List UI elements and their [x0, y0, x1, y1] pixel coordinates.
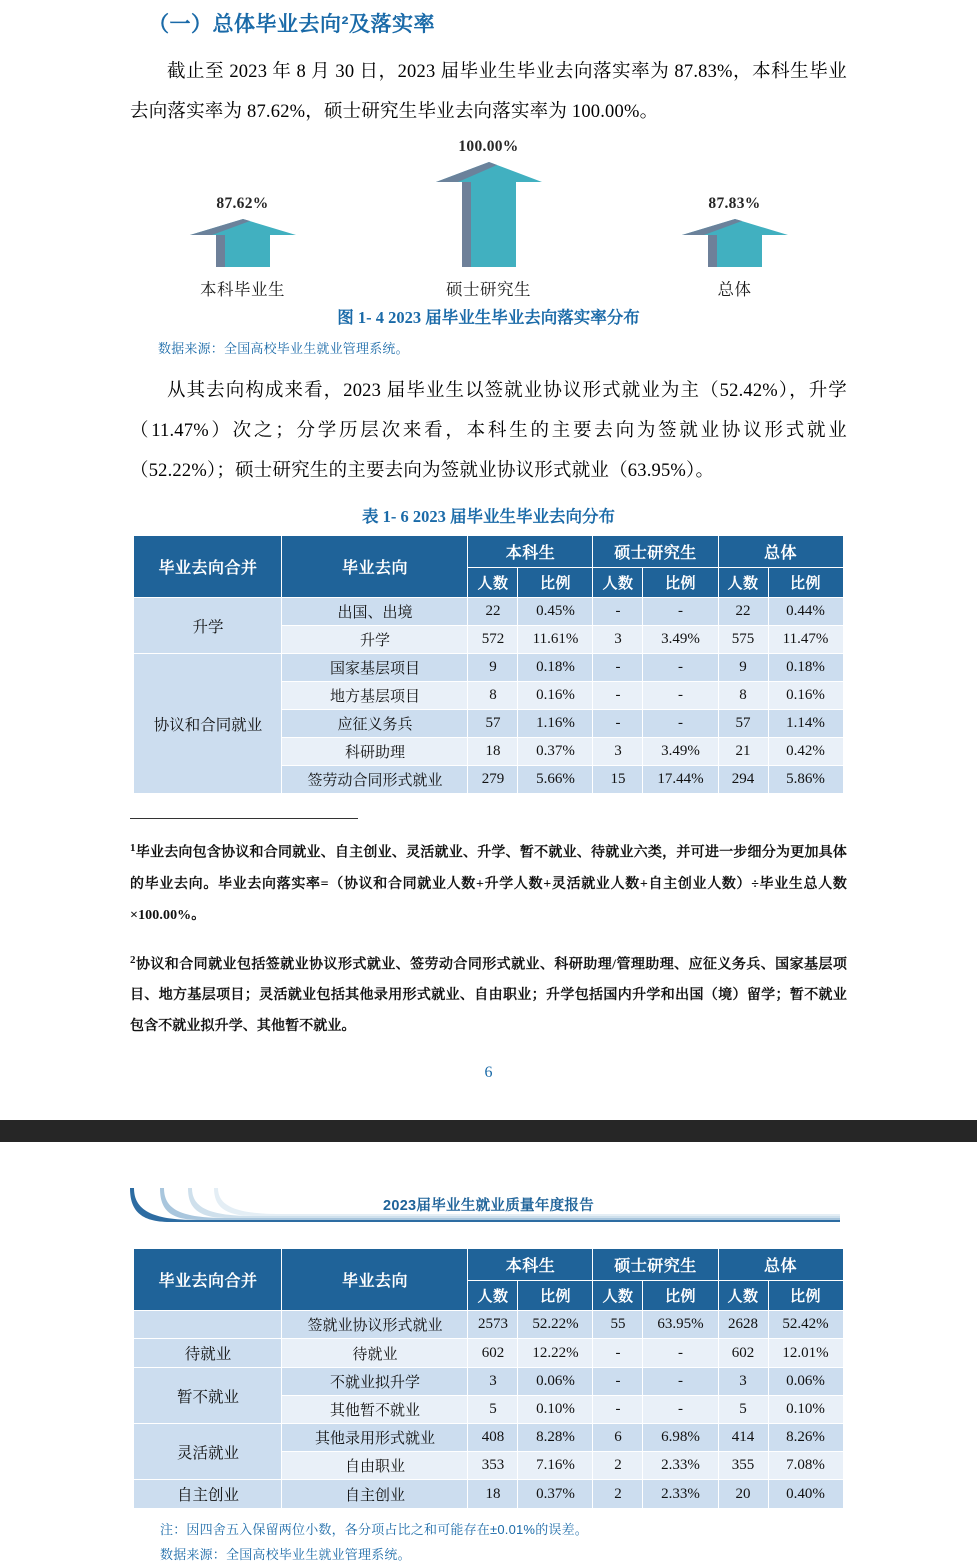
cell-ug-count: 18: [468, 738, 518, 766]
arrow-shape-icon: [436, 160, 542, 267]
chart-value-label: 100.00%: [458, 138, 519, 155]
th-total: 总体: [718, 536, 843, 568]
th-destination: 毕业去向: [282, 1249, 468, 1311]
th-tot-count: 人数: [718, 1281, 768, 1311]
cell-group: 自主创业: [134, 1480, 282, 1509]
page-title: （一）总体毕业去向²及落实率: [148, 13, 435, 36]
cell-ug-count: 572: [468, 626, 518, 654]
cell-pg-percent: -: [643, 654, 718, 682]
cell-pg-count: -: [593, 654, 643, 682]
footnote-1-marker: 1: [130, 842, 136, 854]
footnote-2-marker: 2: [130, 953, 136, 966]
cell-ug-percent: 0.37%: [518, 1480, 593, 1509]
cell-ug-count: 408: [468, 1424, 518, 1452]
cell-pg-count: 55: [593, 1311, 643, 1339]
th-total: 总体: [718, 1249, 843, 1281]
cell-total-percent: 52.42%: [768, 1311, 843, 1339]
cell-group: 升学: [134, 598, 282, 654]
employment-rate-chart: [130, 138, 847, 300]
chart-column-master: [414, 138, 564, 300]
cell-pg-count: 2: [593, 1480, 643, 1509]
chart-category-label: 硕士研究生: [446, 280, 531, 299]
cell-pg-count: -: [593, 710, 643, 738]
cell-ug-percent: 0.16%: [518, 682, 593, 710]
cell-destination: 签劳动合同形式就业: [282, 766, 468, 794]
cell-pg-percent: 2.33%: [643, 1480, 718, 1509]
cell-ug-count: 22: [468, 598, 518, 626]
page-separator: [0, 1120, 977, 1142]
cell-ug-count: 602: [468, 1339, 518, 1368]
th-pg-pct: 比例: [643, 568, 718, 598]
th-master: 硕士研究生: [593, 1249, 718, 1281]
cell-ug-percent: 0.37%: [518, 738, 593, 766]
cell-ug-count: 57: [468, 710, 518, 738]
page-2: [0, 1142, 977, 1561]
cell-total-percent: 0.18%: [768, 654, 843, 682]
table-row: [134, 1339, 843, 1368]
running-header-title: 2023届毕业生就业质量年度报告: [382, 1198, 595, 1214]
cell-total-percent: 8.26%: [768, 1424, 843, 1452]
table-row: [134, 598, 843, 626]
th-tot-pct: 比例: [768, 568, 843, 598]
cell-pg-percent: 3.49%: [643, 626, 718, 654]
cell-total-count: 22: [718, 598, 768, 626]
cell-total-count: 3: [718, 1368, 768, 1396]
cell-group: 暂不就业: [134, 1368, 282, 1424]
th-group-merge: 毕业去向合并: [134, 1249, 282, 1311]
th-undergraduate: 本科生: [468, 536, 593, 568]
footnote-2: [130, 945, 847, 1043]
cell-destination: 升学: [282, 626, 468, 654]
composition-paragraph: 从其去向构成来看，2023 届毕业生以签就业协议形式就业为主（52.42%），升学（11.47%）次之；分学历层次来看，本科生的主要去向为签就业协议形式就业（52.22%）；硕士研究生的主要去向为签就业协议形式就业（63.95%）。: [130, 381, 847, 481]
cell-pg-count: -: [593, 1368, 643, 1396]
th-pg-count: 人数: [593, 1281, 643, 1311]
table-row: [134, 1480, 843, 1509]
cell-group: 协议和合同就业: [134, 654, 282, 794]
cell-pg-percent: -: [643, 710, 718, 738]
cell-destination: 科研助理: [282, 738, 468, 766]
cell-pg-count: 2: [593, 1452, 643, 1480]
cell-total-count: 9: [718, 654, 768, 682]
chart-column-total: [660, 195, 810, 300]
cell-destination: 其他录用形式就业: [282, 1424, 468, 1452]
table1-header-row-1: [134, 536, 843, 568]
graduate-destination-table-part2: [133, 1248, 843, 1509]
graduate-destination-table-part1: [133, 535, 843, 794]
table-row: [134, 1424, 843, 1452]
chart-category-label: 总体: [717, 280, 752, 299]
cell-ug-percent: 5.66%: [518, 766, 593, 794]
cell-pg-percent: -: [643, 1396, 718, 1424]
chart-category-label: 本科毕业生: [200, 280, 285, 299]
cell-destination: 国家基层项目: [282, 654, 468, 682]
cell-pg-count: -: [593, 682, 643, 710]
cell-total-count: 21: [718, 738, 768, 766]
cell-destination: 自由职业: [282, 1452, 468, 1480]
table1-caption: 表 1- 6 2023 届毕业生毕业去向分布: [362, 507, 615, 526]
cell-ug-count: 2573: [468, 1311, 518, 1339]
cell-ug-count: 9: [468, 654, 518, 682]
chart-value-label: 87.62%: [216, 195, 269, 212]
cell-pg-percent: -: [643, 682, 718, 710]
cell-total-count: 294: [718, 766, 768, 794]
cell-destination: 不就业拟升学: [282, 1368, 468, 1396]
cell-ug-count: 5: [468, 1396, 518, 1424]
th-ug-pct: 比例: [518, 1281, 593, 1311]
table2-header-row-1: [134, 1249, 843, 1281]
cell-pg-count: 15: [593, 766, 643, 794]
cell-total-percent: 7.08%: [768, 1452, 843, 1480]
rounding-note: 注：因四舍五入保留两位小数，各分项占比之和可能存在±0.01%的误差。: [160, 1522, 588, 1537]
chart-column-undergraduate: [168, 195, 318, 300]
cell-pg-percent: 3.49%: [643, 738, 718, 766]
th-tot-count: 人数: [718, 568, 768, 598]
arrow-shape-icon: [190, 217, 296, 267]
cell-pg-count: 6: [593, 1424, 643, 1452]
footnote-divider: [130, 818, 358, 819]
arrow-shape-icon: [682, 217, 788, 267]
cell-pg-count: 3: [593, 626, 643, 654]
th-pg-pct: 比例: [643, 1281, 718, 1311]
th-ug-count: 人数: [468, 568, 518, 598]
cell-group: 灵活就业: [134, 1424, 282, 1480]
arrow-bar-undergraduate: [190, 217, 296, 267]
cell-destination: 待就业: [282, 1339, 468, 1368]
cell-destination: 签就业协议形式就业: [282, 1311, 468, 1339]
cell-total-percent: 5.86%: [768, 766, 843, 794]
data-source-note: 数据来源：全国高校毕业生就业管理系统。: [160, 1547, 411, 1561]
th-pg-count: 人数: [593, 568, 643, 598]
intro-paragraph: 截止至 2023 年 8 月 30 日，2023 届毕业生毕业去向落实率为 87.83%，本科生毕业去向落实率为 87.62%，硕士研究生毕业去向落实率为 100.00%。: [130, 62, 847, 122]
cell-ug-percent: 52.22%: [518, 1311, 593, 1339]
cell-total-percent: 12.01%: [768, 1339, 843, 1368]
cell-ug-percent: 7.16%: [518, 1452, 593, 1480]
chart-value-label: 87.83%: [708, 195, 761, 212]
arrow-bar-total: [682, 217, 788, 267]
cell-group: 待就业: [134, 1339, 282, 1368]
th-master: 硕士研究生: [593, 536, 718, 568]
cell-total-percent: 0.16%: [768, 682, 843, 710]
cell-ug-percent: 11.61%: [518, 626, 593, 654]
cell-total-percent: 0.44%: [768, 598, 843, 626]
cell-ug-percent: 8.28%: [518, 1424, 593, 1452]
cell-destination: 其他暂不就业: [282, 1396, 468, 1424]
cell-ug-percent: 0.18%: [518, 654, 593, 682]
cell-ug-count: 279: [468, 766, 518, 794]
table1-head: [134, 536, 843, 598]
cell-pg-percent: -: [643, 1339, 718, 1368]
cell-total-count: 414: [718, 1424, 768, 1452]
th-ug-count: 人数: [468, 1281, 518, 1311]
cell-total-count: 20: [718, 1480, 768, 1509]
cell-pg-count: 3: [593, 738, 643, 766]
cell-pg-percent: -: [643, 598, 718, 626]
running-header: [130, 1182, 847, 1234]
figure-source: 数据来源：全国高校毕业生就业管理系统。: [158, 341, 409, 356]
cell-total-count: 355: [718, 1452, 768, 1480]
cell-pg-percent: 63.95%: [643, 1311, 718, 1339]
cell-destination: 出国、出境: [282, 598, 468, 626]
cell-ug-percent: 0.06%: [518, 1368, 593, 1396]
cell-total-percent: 0.06%: [768, 1368, 843, 1396]
th-destination: 毕业去向: [282, 536, 468, 598]
cell-total-percent: 0.10%: [768, 1396, 843, 1424]
cell-pg-percent: 6.98%: [643, 1424, 718, 1452]
cell-ug-percent: 1.16%: [518, 710, 593, 738]
cell-destination: 自主创业: [282, 1480, 468, 1509]
cell-ug-count: 3: [468, 1368, 518, 1396]
table-row: [134, 1368, 843, 1396]
table-row: [134, 1311, 843, 1339]
table2-body: [134, 1311, 843, 1509]
cell-total-percent: 0.40%: [768, 1480, 843, 1509]
cell-ug-percent: 12.22%: [518, 1339, 593, 1368]
figure-caption: 图 1- 4 2023 届毕业生毕业去向落实率分布: [337, 308, 640, 327]
cell-total-count: 602: [718, 1339, 768, 1368]
cell-destination: 地方基层项目: [282, 682, 468, 710]
cell-pg-count: -: [593, 1339, 643, 1368]
footnote-2-text: 协议和合同就业包括签就业协议形式就业、签劳动合同形式就业、科研助理/管理助理、应征义务兵、国家基层项目、地方基层项目；灵活就业包括其他录用形式就业、自由职业；升学包括国内升学和出国（境）留学；暂不就业包含不就业拟升学、其他暂不就业。: [130, 957, 847, 1035]
cell-total-percent: 0.42%: [768, 738, 843, 766]
cell-pg-percent: 2.33%: [643, 1452, 718, 1480]
cell-pg-count: -: [593, 598, 643, 626]
footnote-1-text: 毕业去向包含协议和合同就业、自主创业、灵活就业、升学、暂不就业、待就业六类，并可进一步细分为更加具体的毕业去向。毕业去向落实率=（协议和合同就业人数+升学人数+灵活就业人数+自主创业人数）÷毕业生总人数×100.00%。: [130, 845, 847, 923]
cell-total-count: 575: [718, 626, 768, 654]
cell-ug-percent: 0.10%: [518, 1396, 593, 1424]
cell-total-count: 5: [718, 1396, 768, 1424]
th-undergraduate: 本科生: [468, 1249, 593, 1281]
cell-total-count: 2628: [718, 1311, 768, 1339]
th-group-merge: 毕业去向合并: [134, 536, 282, 598]
th-ug-pct: 比例: [518, 568, 593, 598]
th-tot-pct: 比例: [768, 1281, 843, 1311]
cell-pg-count: -: [593, 1396, 643, 1424]
footnote-1: [130, 833, 847, 931]
cell-pg-percent: -: [643, 1368, 718, 1396]
cell-destination: 应征义务兵: [282, 710, 468, 738]
arrow-bar-master: [436, 160, 542, 267]
cell-ug-percent: 0.45%: [518, 598, 593, 626]
table-row: [134, 654, 843, 682]
table2-head: [134, 1249, 843, 1311]
table1-body: [134, 598, 843, 794]
page-number: 6: [484, 1064, 493, 1082]
cell-ug-count: 18: [468, 1480, 518, 1509]
cell-total-percent: 11.47%: [768, 626, 843, 654]
cell-group: [134, 1311, 282, 1339]
cell-pg-percent: 17.44%: [643, 766, 718, 794]
cell-ug-count: 353: [468, 1452, 518, 1480]
table-notes: [160, 1517, 847, 1561]
cell-ug-count: 8: [468, 682, 518, 710]
cell-total-count: 8: [718, 682, 768, 710]
cell-total-percent: 1.14%: [768, 710, 843, 738]
cell-total-count: 57: [718, 710, 768, 738]
